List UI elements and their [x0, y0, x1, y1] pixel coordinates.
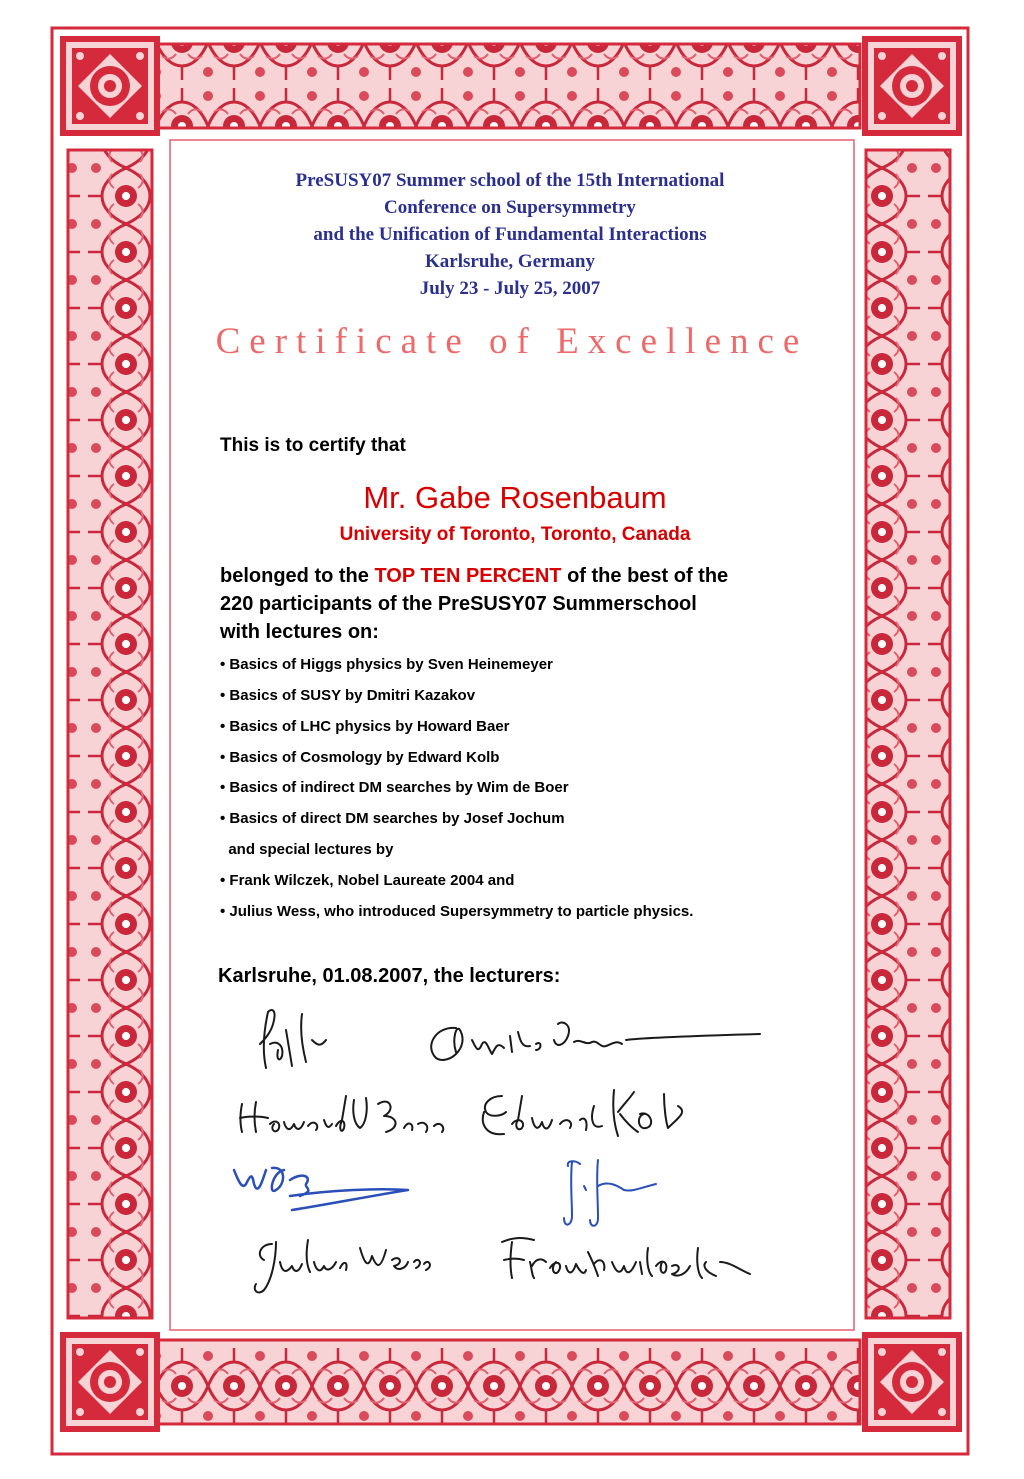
statement-line-1 — [220, 565, 728, 588]
certificate-title: Certificate of Excellence — [215, 321, 809, 362]
lecture-item: • Basics of Cosmology by Edward Kolb — [220, 749, 500, 766]
signature-wilczek — [502, 1238, 750, 1278]
signature-de-boer — [234, 1168, 408, 1210]
special-lecture-item: • Julius Wess, who introduced Supersymmetry to particle physics. — [220, 903, 694, 920]
lecture-item: • Basics of SUSY by Dmitri Kazakov — [220, 687, 476, 704]
lecture-item: • Basics of LHC physics by Howard Baer — [220, 718, 510, 735]
statement-prefix: belonged to the — [220, 565, 375, 587]
signature-jochum — [564, 1160, 656, 1226]
lecture-item: • Basics of Higgs physics by Sven Heinemeyer — [220, 656, 553, 673]
certify-text: This is to certify that — [220, 435, 406, 456]
conference-title-line: and the Unification of Fundamental Interactions — [313, 224, 707, 245]
closing-line: Karlsruhe, 01.08.2007, the lecturers: — [218, 965, 561, 987]
conference-location: Karlsruhe, Germany — [425, 251, 595, 272]
conference-title-line: PreSUSY07 Summer school of the 15th International — [295, 170, 725, 191]
statement-line-2: 220 participants of the PreSUSY07 Summerschool — [220, 593, 697, 615]
conference-dates: July 23 - July 25, 2007 — [419, 278, 601, 299]
signature-kazakov — [431, 1023, 760, 1060]
signatures-block — [220, 1000, 780, 1300]
recipient-name: Mr. Gabe Rosenbaum — [363, 480, 667, 515]
signature-baer — [240, 1096, 443, 1132]
recipient-affiliation: University of Toronto, Toronto, Canada — [339, 524, 691, 545]
lecture-item: • Basics of indirect DM searches by Wim de Boer — [220, 779, 569, 796]
lecture-item: • Basics of direct DM searches by Josef Jochum — [220, 810, 565, 827]
signature-kolb — [483, 1090, 682, 1136]
statement-highlight: TOP TEN PERCENT — [374, 565, 562, 587]
special-lectures-intro: and special lectures by — [220, 841, 394, 858]
signature-wess — [255, 1240, 430, 1292]
signature-heinemeyer — [260, 1010, 326, 1068]
conference-title-line: Conference on Supersymmetry — [384, 197, 636, 218]
statement-line-3: with lectures on: — [220, 621, 379, 643]
statement-suffix: of the best of the — [561, 565, 729, 587]
special-lecture-item: • Frank Wilczek, Nobel Laureate 2004 and — [220, 872, 515, 889]
